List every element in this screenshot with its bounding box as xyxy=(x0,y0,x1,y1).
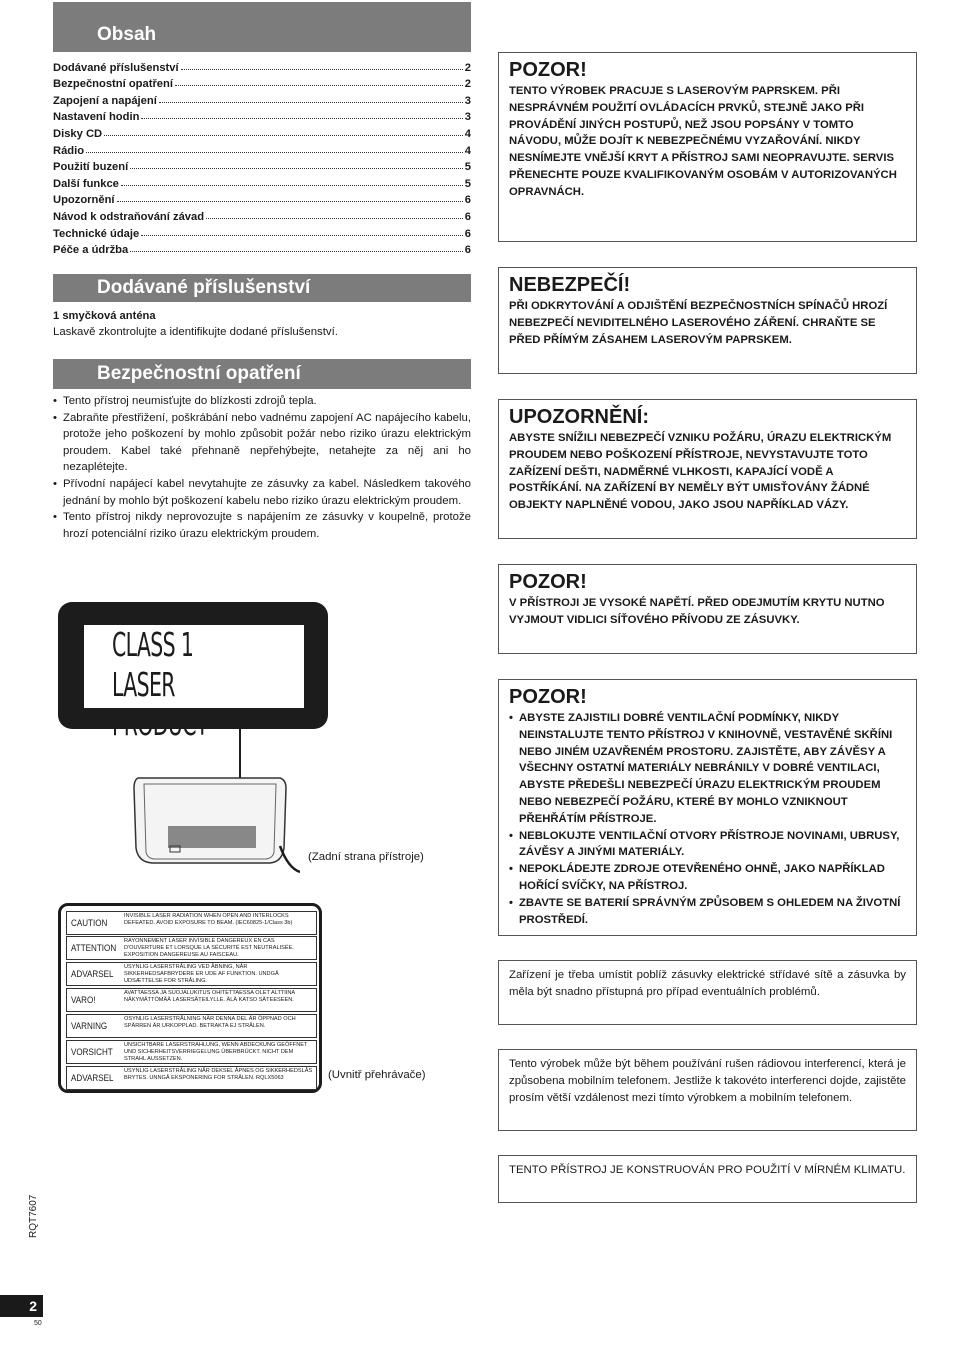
toc-item: Další funkce 5 xyxy=(53,177,471,190)
safety-heading: Bezpečnostní opatření xyxy=(53,359,471,389)
toc-heading: Obsah xyxy=(53,2,471,52)
toc-item: Nastavení hodin 3 xyxy=(53,111,471,124)
box-text: TENTO VÝROBEK PRACUJE S LASEROVÝM PAPRSKEM. PŘI NESPRÁVNÉM POUŽITÍ OVLÁDACÍCH PRVKŮ, STEJNĚ JAKO PŘI PROVÁDĚNÍ JINÝCH POSTUPŮ, NEŽ JSOU POPSÁNY V TOMTO NÁVODU, MŮŽE DOJÍT K NEBEZPEČNÉMU VYZAŘOVÁNÍ. NIKDY NESNÍMEJTE VNĚJŠÍ KRYT A PŘÍSTROJ SAMI NEOPRAVUJTE. SERVIS PŘENECHTE POUZE KVALIFIKOVANÝM OSOBÁM V AUTORIZOVANÝCH OPRAVNÁCH. xyxy=(509,85,897,198)
toc-item: Rádio 4 xyxy=(53,144,471,157)
accessory-item: 1 smyčková anténa xyxy=(53,310,156,322)
box-text: PŘI ODKRYTOVÁNÍ A ODJIŠTĚNÍ BEZPEČNOSTNÍCH SPÍNAČŮ HROZÍ NEBEZPEČÍ NEVIDITELNÉHO LASEROVÉHO ZÁŘENÍ. CHRAŇTE SE PŘED PŘÍMÝM ZÁSAHEM LASEROVÝM PAPRSKEM. xyxy=(509,300,888,346)
laser-label-line1: CLASS 1 xyxy=(112,625,194,664)
list-item: • Tento přístroj nikdy neprovozujte s napájením ze zásuvky v koupelně, protože hrozí potenciální riziko úrazu elektrickým proudem. xyxy=(53,509,471,542)
upozorneni-box xyxy=(498,399,917,539)
note-outlet: Zařízení je třeba umístit poblíž zásuvky elektrické střídavé sítě a zásuvka by měla být snadno přístupná pro případ eventuálních problémů. xyxy=(498,960,917,1025)
list-item: • ABYSTE ZAJISTILI DOBRÉ VENTILAČNÍ PODMÍNKY, NIKDY NEINSTALUJTE TENTO PŘÍSTROJ V KNIHOVNĚ, VESTAVĚNÉ SKŘÍNI NEBO JINÉM UZAVŘENÉM PROSTORU. ZAJISTĚTE, ABY ZÁVĚSY A VŠECHNY OSTATNÍ MATERIÁLY NEBRÁNILY V DOBRÉ VENTILACI, ABYSTE PŘEDEŠLI NEBEZPEČÍ ÚRAZU ELEKTRICKÝM PROUDEM NEBO NEBEZPEČÍ POŽÁRU, KTERÉ BY MOHLO VZNIKNOUT PŘEHŘÁTÍM PŘÍSTROJE. xyxy=(509,710,906,828)
warning-row: VORSICHT UNSICHTBARE LASERSTRAHLUNG, WENN ABDECKUNG GEÖFFNET UND SICHERHEITSVERRIEGELUNG ÜBERBRÜCKT. NICHT DEM STRAHL AUSSETZEN. xyxy=(66,1040,317,1064)
pozor-box-ventilation xyxy=(498,679,917,936)
box-title: NEBEZPEČÍ! xyxy=(509,274,631,296)
list-item: • Tento přístroj neumisťujte do blízkosti zdrojů tepla. xyxy=(53,393,471,410)
toc-item: Péče a údržba 6 xyxy=(53,244,471,257)
box-title: UPOZORNĚNÍ: xyxy=(509,406,649,428)
table-of-contents xyxy=(53,57,471,256)
toc-item: Disky CD 4 xyxy=(53,127,471,140)
list-item: • Zabraňte přestřižení, poškrábání nebo vadnému zapojení AC napájecího kabelu, protože jeho poškození by mohlo způsobit požár nebo riziko úrazu elektrickým proudem. Kabel také přehnaně nepřehýbejte, netahejte za něj ani ho nezaplétejte. xyxy=(53,410,471,476)
list-item: • Přívodní napájecí kabel nevytahujte ze zásuvky za kabel. Následkem takového jednání by mohlo být poškození kabelu nebo riziko úrazu elektrickým proudem. xyxy=(53,476,471,509)
laser-label-line2: LASER PRODUCT xyxy=(112,665,208,743)
warning-row: VARO! AVATTAESSA JA SUOJALUKITUS OHITETTAESSA OLET ALTTIINA NÄKYMÄTTÖMÄÄ LASERSÄTEILYLLE. ÄLÄ KATSO SÄTEESEEN. xyxy=(66,988,317,1012)
box-title: POZOR! xyxy=(509,571,587,593)
toc-item: Technické údaje 6 xyxy=(53,227,471,240)
inside-caption: (Uvnitř přehrávače) xyxy=(328,1069,426,1081)
list-item: • NEPOKLÁDEJTE ZDROJE OTEVŘENÉHO OHNĚ, JAKO NAPŘÍKLAD HOŘÍCÍ SVÍČKY, NA PŘÍSTROJ. xyxy=(509,861,906,895)
box-title: POZOR! xyxy=(509,686,587,708)
box-text: ABYSTE SNÍŽILI NEBEZPEČÍ VZNIKU POŽÁRU, ÚRAZU ELEKTRICKÝM PROUDEM NEBO POŠKOZENÍ PŘÍSTROJE, NEVYSTAVUJTE TOTO ZAŘÍZENÍ DEŠTI, NADMĚRNÉ VLHKOSTI, KAPAJÍCÍ VODĚ A POSTŘÍKÁNÍ. NA ZAŘÍZENÍ BY NEMĚLY BÝT UMISŤOVÁNY ŽÁDNÉ OBJEKTY NAPLNĚNÉ VODOU, JAKO JSOU NAPŘÍKLAD VÁZY. xyxy=(509,432,892,512)
nebezpeci-box xyxy=(498,267,917,374)
rear-caption: (Zadní strana přístroje) xyxy=(308,851,424,863)
footer-small-number: 50 xyxy=(34,1320,42,1327)
accessory-note: Laskavě zkontrolujte a identifikujte dodané příslušenství. xyxy=(53,326,338,338)
note-interference: Tento výrobek může být během používání rušen rádiovou interferencí, která je způsobena mobilním telefonem. Jestliže k takovéto interferenci dojde, zajistěte prosím větší vzdálenost mezi tímto výrobkem a mobilním telefonem. xyxy=(498,1049,917,1131)
list-item: • ZBAVTE SE BATERIÍ SPRÁVNÝM ZPŮSOBEM S OHLEDEM NA ŽIVOTNÍ PROSTŘEDÍ. xyxy=(509,895,906,929)
accessories-heading: Dodávané příslušenství xyxy=(53,274,471,302)
note-climate: TENTO PŘÍSTROJ JE KONSTRUOVÁN PRO POUŽITÍ V MÍRNÉM KLIMATU. xyxy=(498,1155,917,1203)
list-item: • NEBLOKUJTE VENTILAČNÍ OTVORY PŘÍSTROJE NOVINAMI, UBRUSY, ZÁVĚSY A JINÝMI MATERIÁLY. xyxy=(509,828,906,862)
toc-item: Návod k odstraňování závad 6 xyxy=(53,210,471,223)
box-text: V PŘÍSTROJI JE VYSOKÉ NAPĚTÍ. PŘED ODEJMUTÍM KRYTU NUTNO VYJMOUT VIDLICI SÍŤOVÉHO PŘÍVODU ZE ZÁSUVKY. xyxy=(509,597,885,626)
document-code: RQT7607 xyxy=(28,1194,39,1238)
warning-row: VARNING OSYNLIG LASERSTRÅLNING NÄR DENNA DEL ÄR ÖPPNAD OCH SPÄRREN ÄR URKOPPLAD. BETRAKTA EJ STRÅLEN. xyxy=(66,1014,317,1038)
box-title: POZOR! xyxy=(509,59,587,81)
pozor-box-laser xyxy=(498,52,917,242)
laser-warning-label xyxy=(58,903,322,1093)
warning-row: ATTENTION RAYONNEMENT LASER INVISIBLE DANGEREUX EN CAS D'OUVERTURE ET LORSQUE LA SÉCURITÉ EST NEUTRALISÉE. EXPOSITION DANGEREUSE AU FAISCEAU. xyxy=(66,936,317,960)
toc-item: Dodávané příslušenství 2 xyxy=(53,61,471,74)
toc-item: Bezpečnostní opatření 2 xyxy=(53,78,471,91)
safety-list xyxy=(53,393,471,542)
pozor-box-voltage xyxy=(498,564,917,654)
toc-item: Upozornění 6 xyxy=(53,194,471,207)
warning-row: ADVARSEL USYNLIG LASERSTRÅLING VED ÅBNING, NÅR SIKKERHEDSAFBRYDERE ER UDE AF FUNKTION. UNDGÅ UDSÆTTELSE FOR STRÅLING. xyxy=(66,962,317,986)
warning-row: ADVARSEL USYNLIG LASERSTRÅLING NÅR DEKSEL ÅPNES OG SIKKERHEDSLÅS BRYTES. UNNGÅ EKSPONERING FOR STRÅLEN. RQLX5063 xyxy=(66,1066,317,1090)
device-rear-illustration xyxy=(130,728,300,878)
toc-item: Použití buzení 5 xyxy=(53,161,471,174)
toc-item: Zapojení a napájení 3 xyxy=(53,94,471,107)
page-number: 2 xyxy=(0,1295,43,1317)
warning-row: CAUTION INVISIBLE LASER RADIATION WHEN OPEN AND INTERLOCKS DEFEATED. AVOID EXPOSURE TO BEAM. (IEC60825-1/Class 3b) xyxy=(66,911,317,935)
laser-class-label-inner xyxy=(84,625,304,743)
